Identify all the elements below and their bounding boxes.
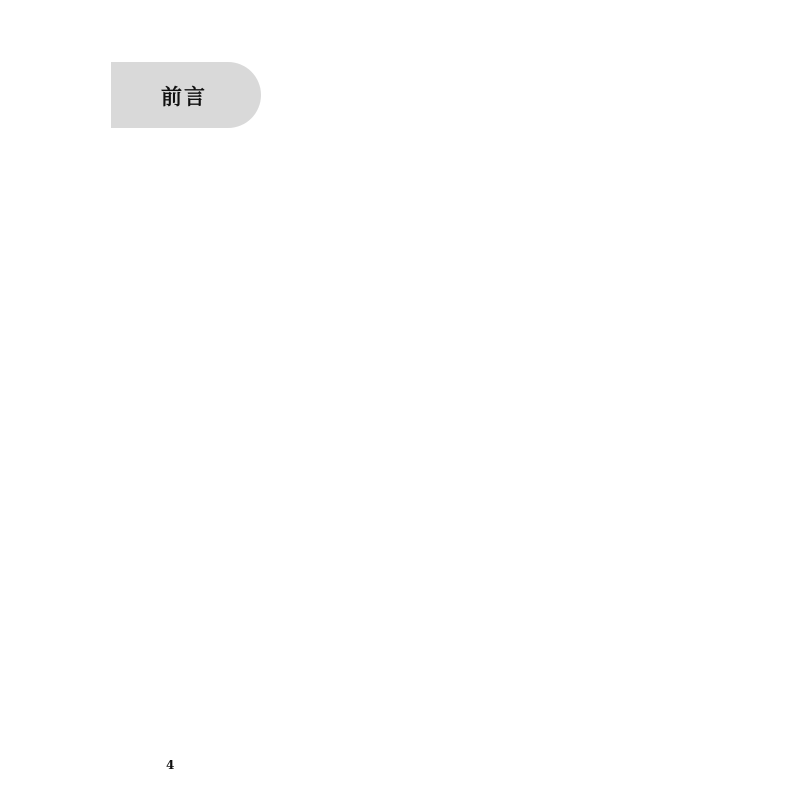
chapter-title: 前言 bbox=[161, 85, 207, 109]
chapter-heading-tab bbox=[111, 62, 261, 128]
page-number: 4 bbox=[166, 758, 175, 772]
body-text bbox=[166, 226, 626, 756]
